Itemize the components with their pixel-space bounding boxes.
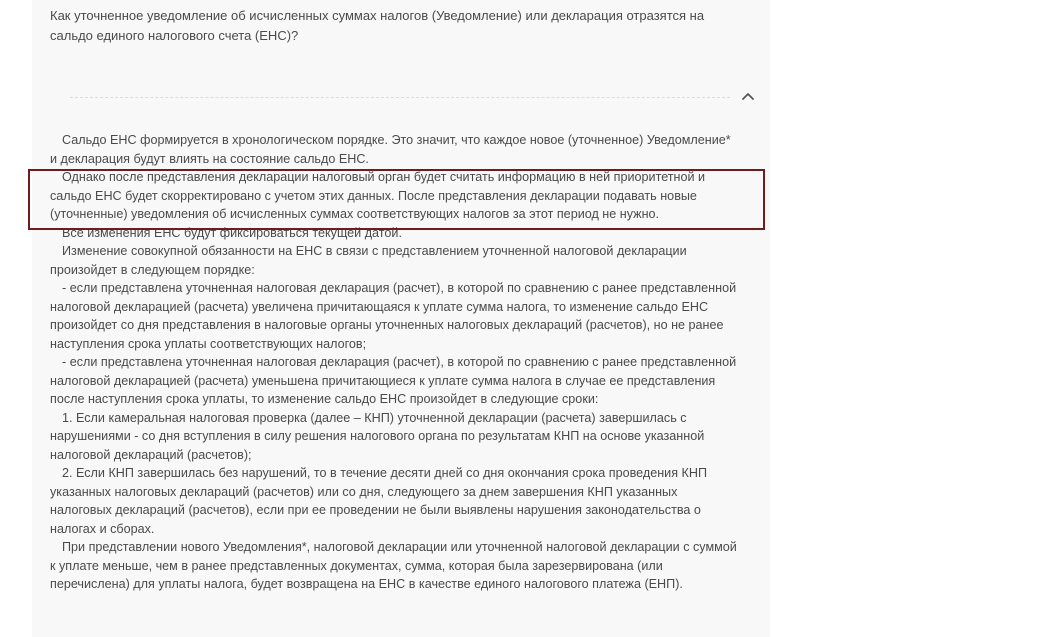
question-divider [70,97,730,98]
answer-paragraph-9: При представлении нового Уведомления*, налоговой декларации или уточненной налоговой декларации с суммой к уплате меньше, чем в ранее представленных документах, сумма, которая была зарезервирована (или перечислена) для уплаты налога, будет возвращена на ЕНС в качестве единого налогового платежа (ЕНП). [50,540,737,591]
faq-answer [50,131,740,594]
faq-question[interactable]: Как уточненное уведомление об исчисленных суммах налогов (Уведомление) или декларация отразятся на сальдо единого налогового счета (ЕНС)? [50,8,705,43]
chevron-up-icon[interactable] [740,89,756,103]
answer-paragraph-6: - если представлена уточненная налоговая декларация (расчет), в которой по сравнению с ранее представленной налоговой декларацией (расчета) уменьшена причитающиеся к уплате сумма налога в случае ее представления после наступления срока уплаты, то изменение сальдо ЕНС произойдет в следующие сроки: [50,355,737,406]
answer-paragraph-1: Сальдо ЕНС формируется в хронологическом порядке. Это значит, что каждое новое (уточненное) Уведомление* и декларация будут влиять на состояние сальдо ЕНС. [50,133,731,166]
answer-paragraph-7: 1. Если камеральная налоговая проверка (далее – КНП) уточненной декларации (расчета) завершилась с нарушениями - со дня вступления в силу решения налогового органа по результатам КНП на основе указанной налоговой деклараций (расчетов); [50,410,705,462]
answer-paragraph-3: Все изменения ЕНС будут фиксироваться текущей датой. [62,225,402,240]
answer-paragraph-2: Однако после представления декларации налоговый орган будет считать информацию в ней приоритетной и сальдо ЕНС будет скорректировано с учетом этих данных. После представления декларации подавать новые (уточненные) уведомления об исчисленных суммах соответствующих налогов за этот период не нужно. [50,170,706,221]
answer-paragraph-8: 2. Если КНП завершилась без нарушений, то в течение десяти дней со дня окончания срока проведения КНП указанных налоговых деклараций (расчетов) или со дня, следующего за днем завершения КНП указанных налоговых деклараций (расчетов), если при ее проведении не были выявлены нарушения законодательства о налогах и сборах. [50,466,708,536]
answer-paragraph-4: Изменение совокупной обязанности на ЕНС в связи с представлением уточненной налоговой декларации произойдет в следующем порядке: [50,244,687,277]
answer-paragraph-5: - если представлена уточненная налоговая декларация (расчет), в которой по сравнению с ранее представленной налоговой декларацией (расчета) увеличена причитающаяся к уплате сумма налога, то изменение сальдо ЕНС произойдет со дня представления в налоговые органы уточненных налоговых деклараций (расчетов), но не ранее наступления срока уплаты соответствующих налогов; [50,281,737,351]
